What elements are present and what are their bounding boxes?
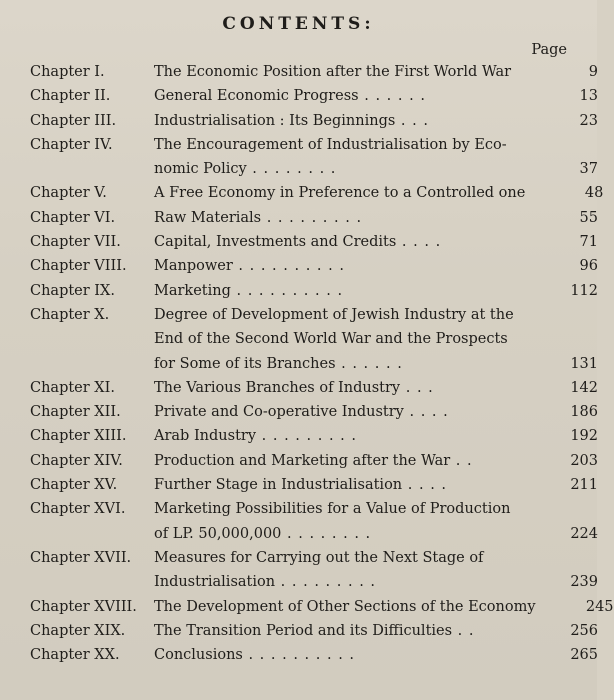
toc-entry: [30, 109, 598, 133]
page-number: 13: [579, 88, 598, 105]
chapter-label: Chapter I.: [30, 64, 105, 80]
leader-dots: . . . .: [402, 477, 448, 494]
chapter-title-text: End of the Second World War and the Prospects: [154, 331, 508, 348]
chapter-title-text: nomic Policy: [154, 161, 247, 178]
leader-dots: . . . . . . . . . .: [242, 647, 356, 664]
toc-line: [30, 254, 598, 278]
toc-line: [30, 352, 598, 376]
page-number: 96: [579, 258, 598, 275]
toc-line: [30, 230, 598, 254]
toc-line: [30, 595, 614, 619]
chapter-title-text: Manpower: [154, 258, 233, 275]
toc-line: [30, 206, 598, 230]
toc-entry: [30, 206, 598, 230]
leader-dots: . . . . . . . . .: [256, 428, 357, 445]
toc-entry: [30, 595, 614, 619]
page-column-heading: Page: [531, 42, 567, 58]
chapter-title: [154, 546, 520, 570]
toc-line: [30, 60, 598, 84]
toc-entry: [30, 60, 598, 84]
toc-line: [30, 449, 598, 473]
chapter-title-text: The Development of Other Sections of the Economy: [154, 598, 536, 615]
chapter-title: [154, 279, 598, 303]
page-number: 239: [570, 574, 598, 591]
chapter-title: [154, 181, 604, 205]
chapter-label: Chapter V.: [30, 185, 107, 202]
chapter-label: Chapter XIII.: [30, 428, 127, 445]
chapter-label: Chapter XVIII.: [30, 598, 137, 615]
page-number: 211: [570, 477, 598, 494]
toc-line: [30, 546, 520, 570]
chapter-label: [30, 570, 154, 594]
chapter-title-text: Conclusions: [154, 647, 243, 664]
toc-entry: [30, 619, 598, 643]
chapter-title: [154, 327, 520, 351]
chapter-label: Chapter XIV.: [30, 452, 123, 469]
chapter-title: [154, 303, 520, 327]
chapter-label: Chapter VIII.: [30, 258, 127, 275]
toc-entry: [30, 400, 598, 424]
leader-dots: . . . . . . . . . .: [230, 282, 344, 299]
toc-entry: [30, 181, 604, 205]
chapter-label: [30, 327, 154, 351]
chapter-title-text: Raw Materials: [154, 209, 262, 226]
page-number: 71: [579, 234, 598, 251]
toc-entry: [30, 133, 598, 182]
leader-dots: . .: [450, 452, 473, 469]
chapter-title-text: General Economic Progress: [154, 88, 359, 105]
toc-line: [30, 327, 520, 351]
leader-dots: . . . . . . . .: [246, 161, 337, 178]
chapter-title: [154, 595, 614, 619]
chapter-label: Chapter III.: [30, 112, 117, 129]
chapter-label: Chapter VII.: [30, 234, 121, 251]
toc-line: [30, 181, 604, 205]
chapter-title-text: Marketing Possibilities for a Value of Production: [154, 501, 511, 518]
chapter-title-text: Capital, Investments and Credits: [154, 234, 397, 251]
chapter-title: [154, 619, 598, 643]
leader-dots: . . .: [395, 112, 429, 129]
toc-line: [30, 497, 520, 521]
table-of-contents: [30, 60, 614, 667]
chapter-title-text: The Transition Period and its Difficulties: [154, 622, 453, 639]
page-number: 112: [570, 282, 598, 299]
toc-entry: [30, 376, 598, 400]
toc-line: [30, 279, 598, 303]
chapter-title-text: Industrialisation: [154, 574, 276, 591]
leader-dots: . . . . . .: [358, 88, 426, 105]
chapter-label: Chapter XI.: [30, 379, 115, 396]
chapter-title: [154, 449, 598, 473]
chapter-title: [154, 254, 598, 278]
chapter-title: [154, 424, 598, 448]
chapter-label: Chapter XII.: [30, 404, 121, 421]
toc-line: [30, 157, 598, 181]
toc-line: [30, 643, 598, 667]
chapter-label: [30, 522, 154, 546]
chapter-label: Chapter X.: [30, 306, 110, 323]
chapter-title: [154, 400, 598, 424]
chapter-title-text: Industrialisation : Its Beginnings: [154, 112, 396, 129]
leader-dots: . . . . . . . .: [281, 525, 372, 542]
chapter-title: [154, 376, 598, 400]
page-number: 203: [570, 452, 598, 469]
chapter-label: Chapter XV.: [30, 477, 118, 494]
page-number: 37: [579, 161, 598, 178]
leader-dots: . . . . . .: [335, 355, 403, 372]
toc-entry: [30, 424, 598, 448]
toc-entry: [30, 230, 598, 254]
page-number: 23: [579, 112, 598, 129]
chapter-label: Chapter XVII.: [30, 549, 132, 566]
chapter-label: Chapter XIX.: [30, 622, 126, 639]
chapter-title: [154, 60, 598, 84]
chapter-label: Chapter IX.: [30, 282, 115, 299]
chapter-label: Chapter II.: [30, 88, 111, 105]
toc-entry: [30, 473, 598, 497]
chapter-title-text: The Economic Position after the First World War: [154, 64, 512, 80]
chapter-title: [154, 84, 598, 108]
toc-line: [30, 133, 520, 157]
toc-line: [30, 400, 598, 424]
chapter-title: [154, 570, 598, 594]
chapter-label: Chapter XX.: [30, 647, 120, 664]
page-number: 48: [584, 185, 604, 202]
toc-line: [30, 84, 598, 108]
leader-dots: . . . . . . . . .: [261, 209, 363, 226]
chapter-title-text: A Free Economy in Preference to a Controlled one: [154, 185, 526, 202]
chapter-title: [154, 206, 598, 230]
chapter-title-text: Arab Industry: [154, 428, 257, 445]
chapter-label: [30, 157, 154, 181]
toc-line: [30, 473, 598, 497]
toc-entry: [30, 303, 598, 376]
page-number: 224: [570, 525, 598, 542]
toc-entry: [30, 643, 598, 667]
page-number: 245: [585, 598, 614, 615]
toc-entry: [30, 279, 598, 303]
chapter-title-text: Measures for Carrying out the Next Stage of: [154, 549, 484, 566]
chapter-title: [154, 352, 598, 376]
chapter-title: [154, 473, 598, 497]
leader-dots: . . . .: [403, 404, 449, 421]
toc-line: [30, 522, 598, 546]
toc-entry: [30, 546, 598, 595]
chapter-label: Chapter IV.: [30, 136, 113, 153]
chapter-label: Chapter VI.: [30, 209, 116, 226]
toc-line: [30, 424, 598, 448]
leader-dots: . .: [452, 622, 475, 639]
toc-line: [30, 619, 598, 643]
leader-dots: . . . . . . . . .: [275, 574, 377, 591]
chapter-title: [154, 643, 598, 667]
page-title: CONTENTS:: [222, 14, 375, 34]
chapter-title-text: of LP. 50,000,000: [154, 525, 282, 542]
page-number: 55: [579, 209, 598, 226]
toc-entry: [30, 497, 598, 546]
chapter-label: Chapter XVI.: [30, 501, 126, 518]
chapter-title-text: Marketing: [154, 282, 231, 299]
toc-entry: [30, 449, 598, 473]
chapter-title-text: Degree of Development of Jewish Industry at the: [154, 306, 514, 323]
page-number: 265: [570, 647, 598, 664]
chapter-title: [154, 109, 598, 133]
chapter-title: [154, 230, 598, 254]
chapter-title-text: Further Stage in Industrialisation: [154, 477, 403, 494]
leader-dots: . . . .: [396, 234, 442, 251]
page-number: 9: [588, 64, 598, 80]
chapter-title-text: The Encouragement of Industrialisation by Eco-: [154, 136, 507, 153]
chapter-title: [154, 497, 520, 521]
chapter-title: [154, 157, 598, 181]
chapter-title-text: for Some of its Branches: [154, 355, 336, 372]
page-number: 131: [570, 355, 598, 372]
page-number: 142: [570, 379, 598, 396]
page-number: 186: [570, 404, 598, 421]
leader-dots: . . .: [400, 379, 434, 396]
chapter-title: [154, 133, 520, 157]
toc-entry: [30, 84, 598, 108]
chapter-title-text: Production and Marketing after the War: [154, 452, 451, 469]
chapter-label: [30, 352, 154, 376]
chapter-title: [154, 522, 598, 546]
toc-line: [30, 303, 520, 327]
chapter-title-text: Private and Co-operative Industry: [154, 404, 404, 421]
chapter-title-text: The Various Branches of Industry: [154, 379, 401, 396]
page-number: 192: [570, 428, 598, 445]
toc-line: [30, 376, 598, 400]
toc-line: [30, 570, 598, 594]
toc-line: [30, 109, 598, 133]
page-number: 256: [570, 622, 598, 639]
leader-dots: . . . . . . . . . .: [232, 258, 345, 275]
toc-entry: [30, 254, 598, 278]
